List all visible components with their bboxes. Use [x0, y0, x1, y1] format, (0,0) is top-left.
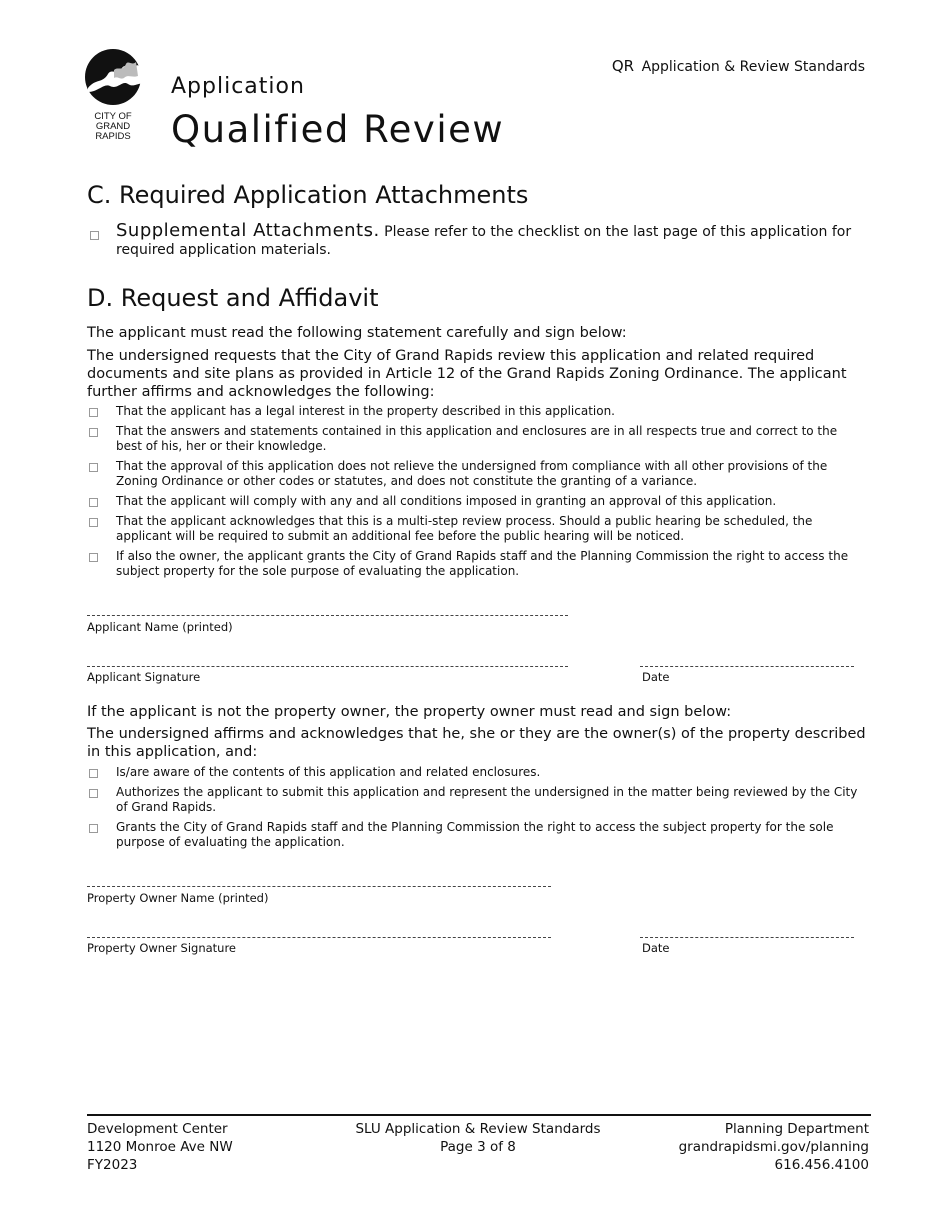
affidavit-checkbox[interactable]	[89, 498, 98, 507]
affidavit-item[interactable]	[87, 459, 865, 489]
owner-date-label: Date	[642, 941, 670, 955]
affidavit-checkbox[interactable]	[89, 518, 98, 527]
applicant-date-label: Date	[642, 670, 670, 684]
footer-left	[87, 1120, 233, 1174]
owner-signature-label: Property Owner Signature	[87, 941, 237, 955]
owner-checkbox[interactable]	[89, 789, 98, 798]
owner-checkbox[interactable]	[89, 824, 98, 833]
owner-checkbox[interactable]	[89, 769, 98, 778]
footer-website[interactable]: grandrapidsmi.gov/planning	[678, 1139, 869, 1155]
city-logo-icon	[84, 48, 146, 144]
footer-doc-title: SLU Application & Review Standards	[355, 1121, 601, 1137]
owner-date-field[interactable]	[640, 937, 854, 938]
footer-page-number: Page 3 of 8	[440, 1139, 516, 1155]
affidavit-item-text: That the applicant has a legal interest in the property described in this application.	[116, 404, 615, 418]
supplemental-attachments-item[interactable]	[87, 222, 857, 259]
header-doc-title: Application & Review Standards	[641, 59, 865, 75]
footer-right	[679, 1120, 869, 1174]
owner-item[interactable]	[87, 765, 865, 780]
footer-org: Development Center	[87, 1121, 228, 1137]
owner-name-field[interactable]	[87, 886, 551, 887]
supplemental-text: Please refer to the checklist on the last page of this application for required application materials.	[116, 224, 852, 258]
owner-signature-field[interactable]	[87, 937, 551, 938]
owner-item[interactable]	[87, 820, 865, 850]
affidavit-item-text: That the approval of this application does not relieve the undersigned from compliance with all other provisions of the Zoning Ordinance or other codes or statutes, and does not constitute the granting of a variance.	[116, 459, 828, 488]
owner-name-label: Property Owner Name (printed)	[87, 891, 269, 905]
applicant-signature-field[interactable]	[87, 666, 568, 667]
header-doc-name	[612, 57, 865, 75]
applicant-signature-label: Applicant Signature	[87, 670, 201, 684]
supplemental-checkbox[interactable]	[90, 231, 99, 240]
affidavit-item-text: That the applicant will comply with any and all conditions imposed in granting an approval of this application.	[116, 494, 777, 508]
affidavit-item[interactable]	[87, 404, 865, 419]
footer-center	[328, 1120, 628, 1156]
affidavit-item[interactable]	[87, 424, 865, 454]
logo-text-line2: GRAND	[95, 121, 131, 132]
affidavit-item-text: That the answers and statements contained in this application and enclosures are in all respects true and correct to the best of his, her or their knowledge.	[116, 424, 838, 453]
section-c-heading: C. Required Application Attachments	[87, 181, 529, 209]
owner-item-text: Is/are aware of the contents of this application and related enclosures.	[116, 765, 541, 779]
applicant-date-field[interactable]	[640, 666, 854, 667]
logo-text-line1: CITY OF	[94, 111, 132, 122]
footer-address: 1120 Monroe Ave NW	[87, 1139, 233, 1155]
affidavit-item[interactable]	[87, 494, 865, 509]
affidavit-checkbox[interactable]	[89, 408, 98, 417]
owner-item[interactable]	[87, 785, 865, 815]
applicant-name-label: Applicant Name (printed)	[87, 620, 233, 634]
affidavit-checkbox[interactable]	[89, 553, 98, 562]
affidavit-checkbox[interactable]	[89, 428, 98, 437]
page-title: Qualified Review	[171, 108, 505, 151]
supplemental-lead: Supplemental Attachments.	[116, 220, 380, 241]
affidavit-item-text: That the applicant acknowledges that this is a multi-step review process. Should a public hearing be scheduled, the applicant will be required to submit an additional fee before the public hearing will be noticed.	[116, 514, 813, 543]
owner-item-text: Authorizes the applicant to submit this application and represent the undersigned in the matter being reviewed by the City of Grand Rapids.	[116, 785, 858, 814]
city-logo	[84, 48, 146, 144]
section-d-heading: D. Request and Affidavit	[87, 284, 379, 312]
affidavit-item[interactable]	[87, 549, 865, 579]
footer-divider	[87, 1114, 871, 1116]
footer-year: FY2023	[87, 1157, 138, 1173]
affidavit-item-text: If also the owner, the applicant grants the City of Grand Rapids staff and the Planning Commission the right to access the subject property for the sole purpose of evaluating the application.	[116, 549, 849, 578]
applicant-name-field[interactable]	[87, 615, 568, 616]
affidavit-statement: The undersigned requests that the City of Grand Rapids review this application and related required documents and site plans as provided in Article 12 of the Grand Rapids Zoning Ordinance. The applicant further affirms and acknowledges the following:	[87, 348, 847, 400]
footer-department: Planning Department	[724, 1121, 869, 1137]
affidavit-intro: The applicant must read the following statement carefully and sign below:	[87, 325, 627, 341]
owner-intro: If the applicant is not the property owner, the property owner must read and sign below:	[87, 704, 732, 720]
affidavit-checkbox[interactable]	[89, 463, 98, 472]
header-code: QR	[611, 57, 635, 75]
footer-phone: 616.456.4100	[774, 1157, 869, 1173]
affidavit-item[interactable]	[87, 514, 865, 544]
owner-item-text: Grants the City of Grand Rapids staff and the Planning Commission the right to access the subject property for the sole purpose of evaluating the application.	[116, 820, 834, 849]
logo-text-line3: RAPIDS	[95, 131, 131, 142]
owner-statement: The undersigned affirms and acknowledges that he, she or they are the owner(s) of the property described in this application, and:	[87, 726, 866, 760]
application-label: Application	[171, 74, 305, 99]
